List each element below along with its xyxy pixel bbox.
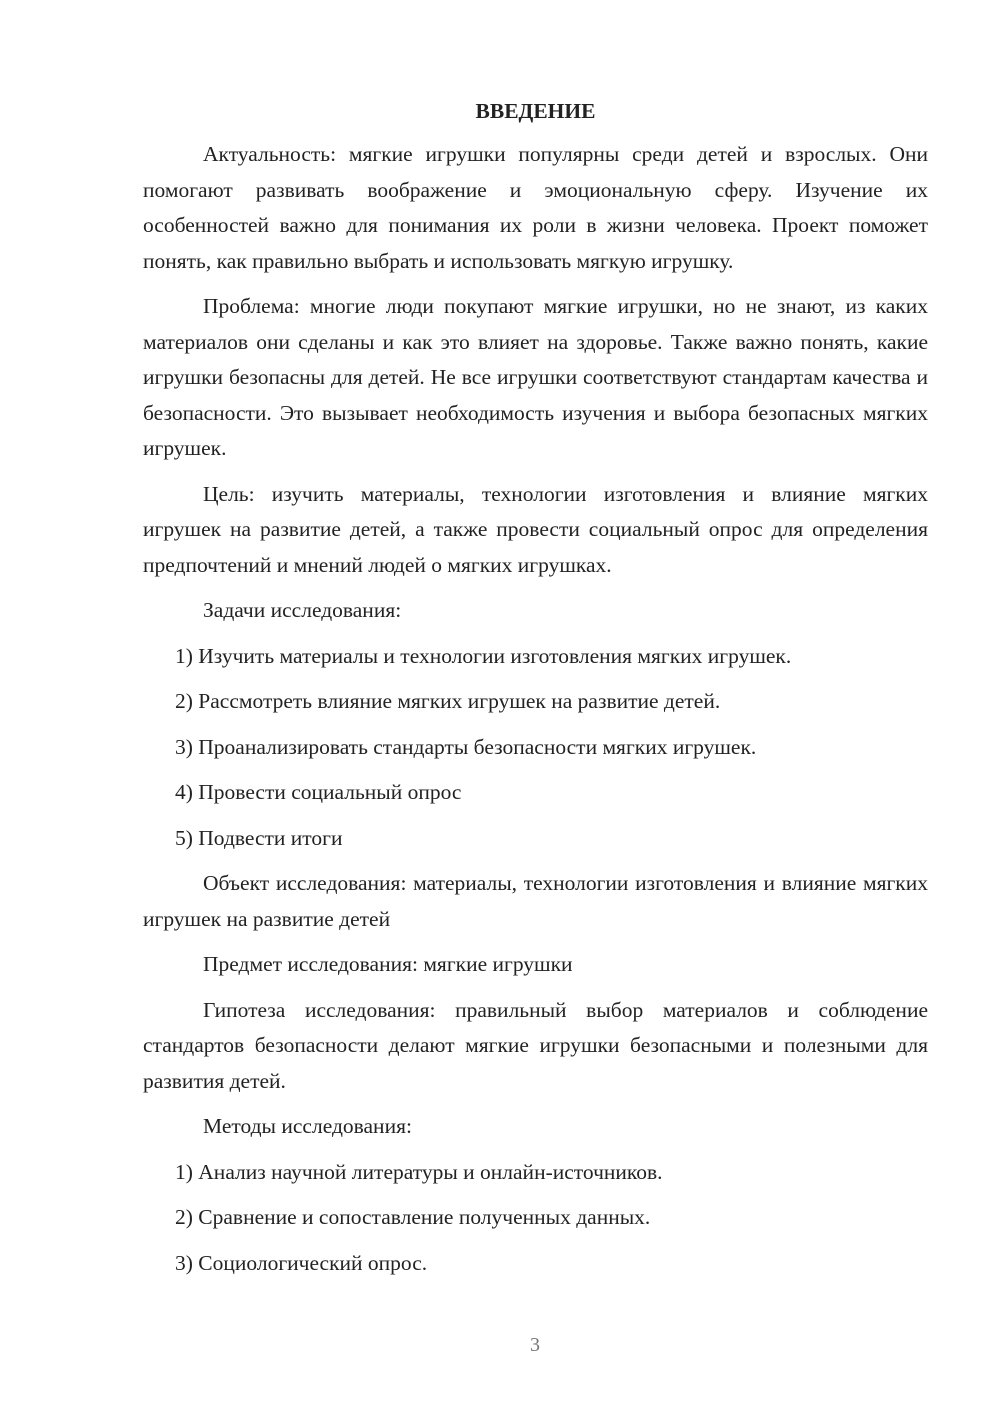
document-body	[143, 96, 928, 1291]
hypothesis-paragraph: Гипотеза исследования: правильный выбор материалов и соблюдение стандартов безопасности делают мягкие игрушки безопасными и полезными для развития детей.	[143, 997, 928, 1093]
section-title: ВВЕДЕНИЕ	[475, 99, 596, 123]
task-item-1: 1) Изучить материалы и технологии изготовления мягких игрушек.	[175, 643, 792, 668]
relevance-paragraph: Актуальность: мягкие игрушки популярны среди детей и взрослых. Они помогают развивать воображение и эмоциональную сферу. Изучение их особенностей важно для понимания их роли в жизни человека. Проект поможет понять, как правильно выбрать и использовать мягкую игрушку.	[143, 142, 928, 273]
subject-paragraph: Предмет исследования: мягкие игрушки	[203, 952, 573, 976]
task-item-4: 4) Провести социальный опрос	[175, 780, 462, 804]
tasks-heading: Задачи исследования:	[203, 598, 402, 622]
method-item-2: 2) Сравнение и сопоставление полученных данных.	[175, 1205, 651, 1229]
problem-paragraph: Проблема: многие люди покупают мягкие игрушки, но не знают, из каких материалов они сделаны и как это влияет на здоровье. Также важно понять, какие игрушки безопасны для детей. Не все игрушки соответствуют стандартам качества и безопасности. Это вызывает необходимость изучения и выбора безопасных мягких игрушек.	[143, 294, 928, 460]
task-item-5: 5) Подвести итоги	[175, 825, 343, 850]
page-number: 3	[530, 1334, 540, 1356]
methods-heading: Методы исследования:	[203, 1114, 412, 1138]
task-item-2: 2) Рассмотреть влияние мягких игрушек на развитие детей.	[175, 689, 721, 713]
method-item-3: 3) Социологический опрос.	[175, 1250, 428, 1275]
goal-paragraph: Цель: изучить материалы, технологии изготовления и влияние мягких игрушек на развитие детей, а также провести социальный опрос для определения предпочтений и мнений людей о мягких игрушках.	[143, 481, 928, 577]
method-item-1: 1) Анализ научной литературы и онлайн-источников.	[175, 1159, 663, 1184]
task-item-3: 3) Проанализировать стандарты безопасности мягких игрушек.	[175, 734, 757, 759]
object-paragraph: Объект исследования: материалы, технологии изготовления и влияние мягких игрушек на развитие детей	[143, 871, 928, 931]
